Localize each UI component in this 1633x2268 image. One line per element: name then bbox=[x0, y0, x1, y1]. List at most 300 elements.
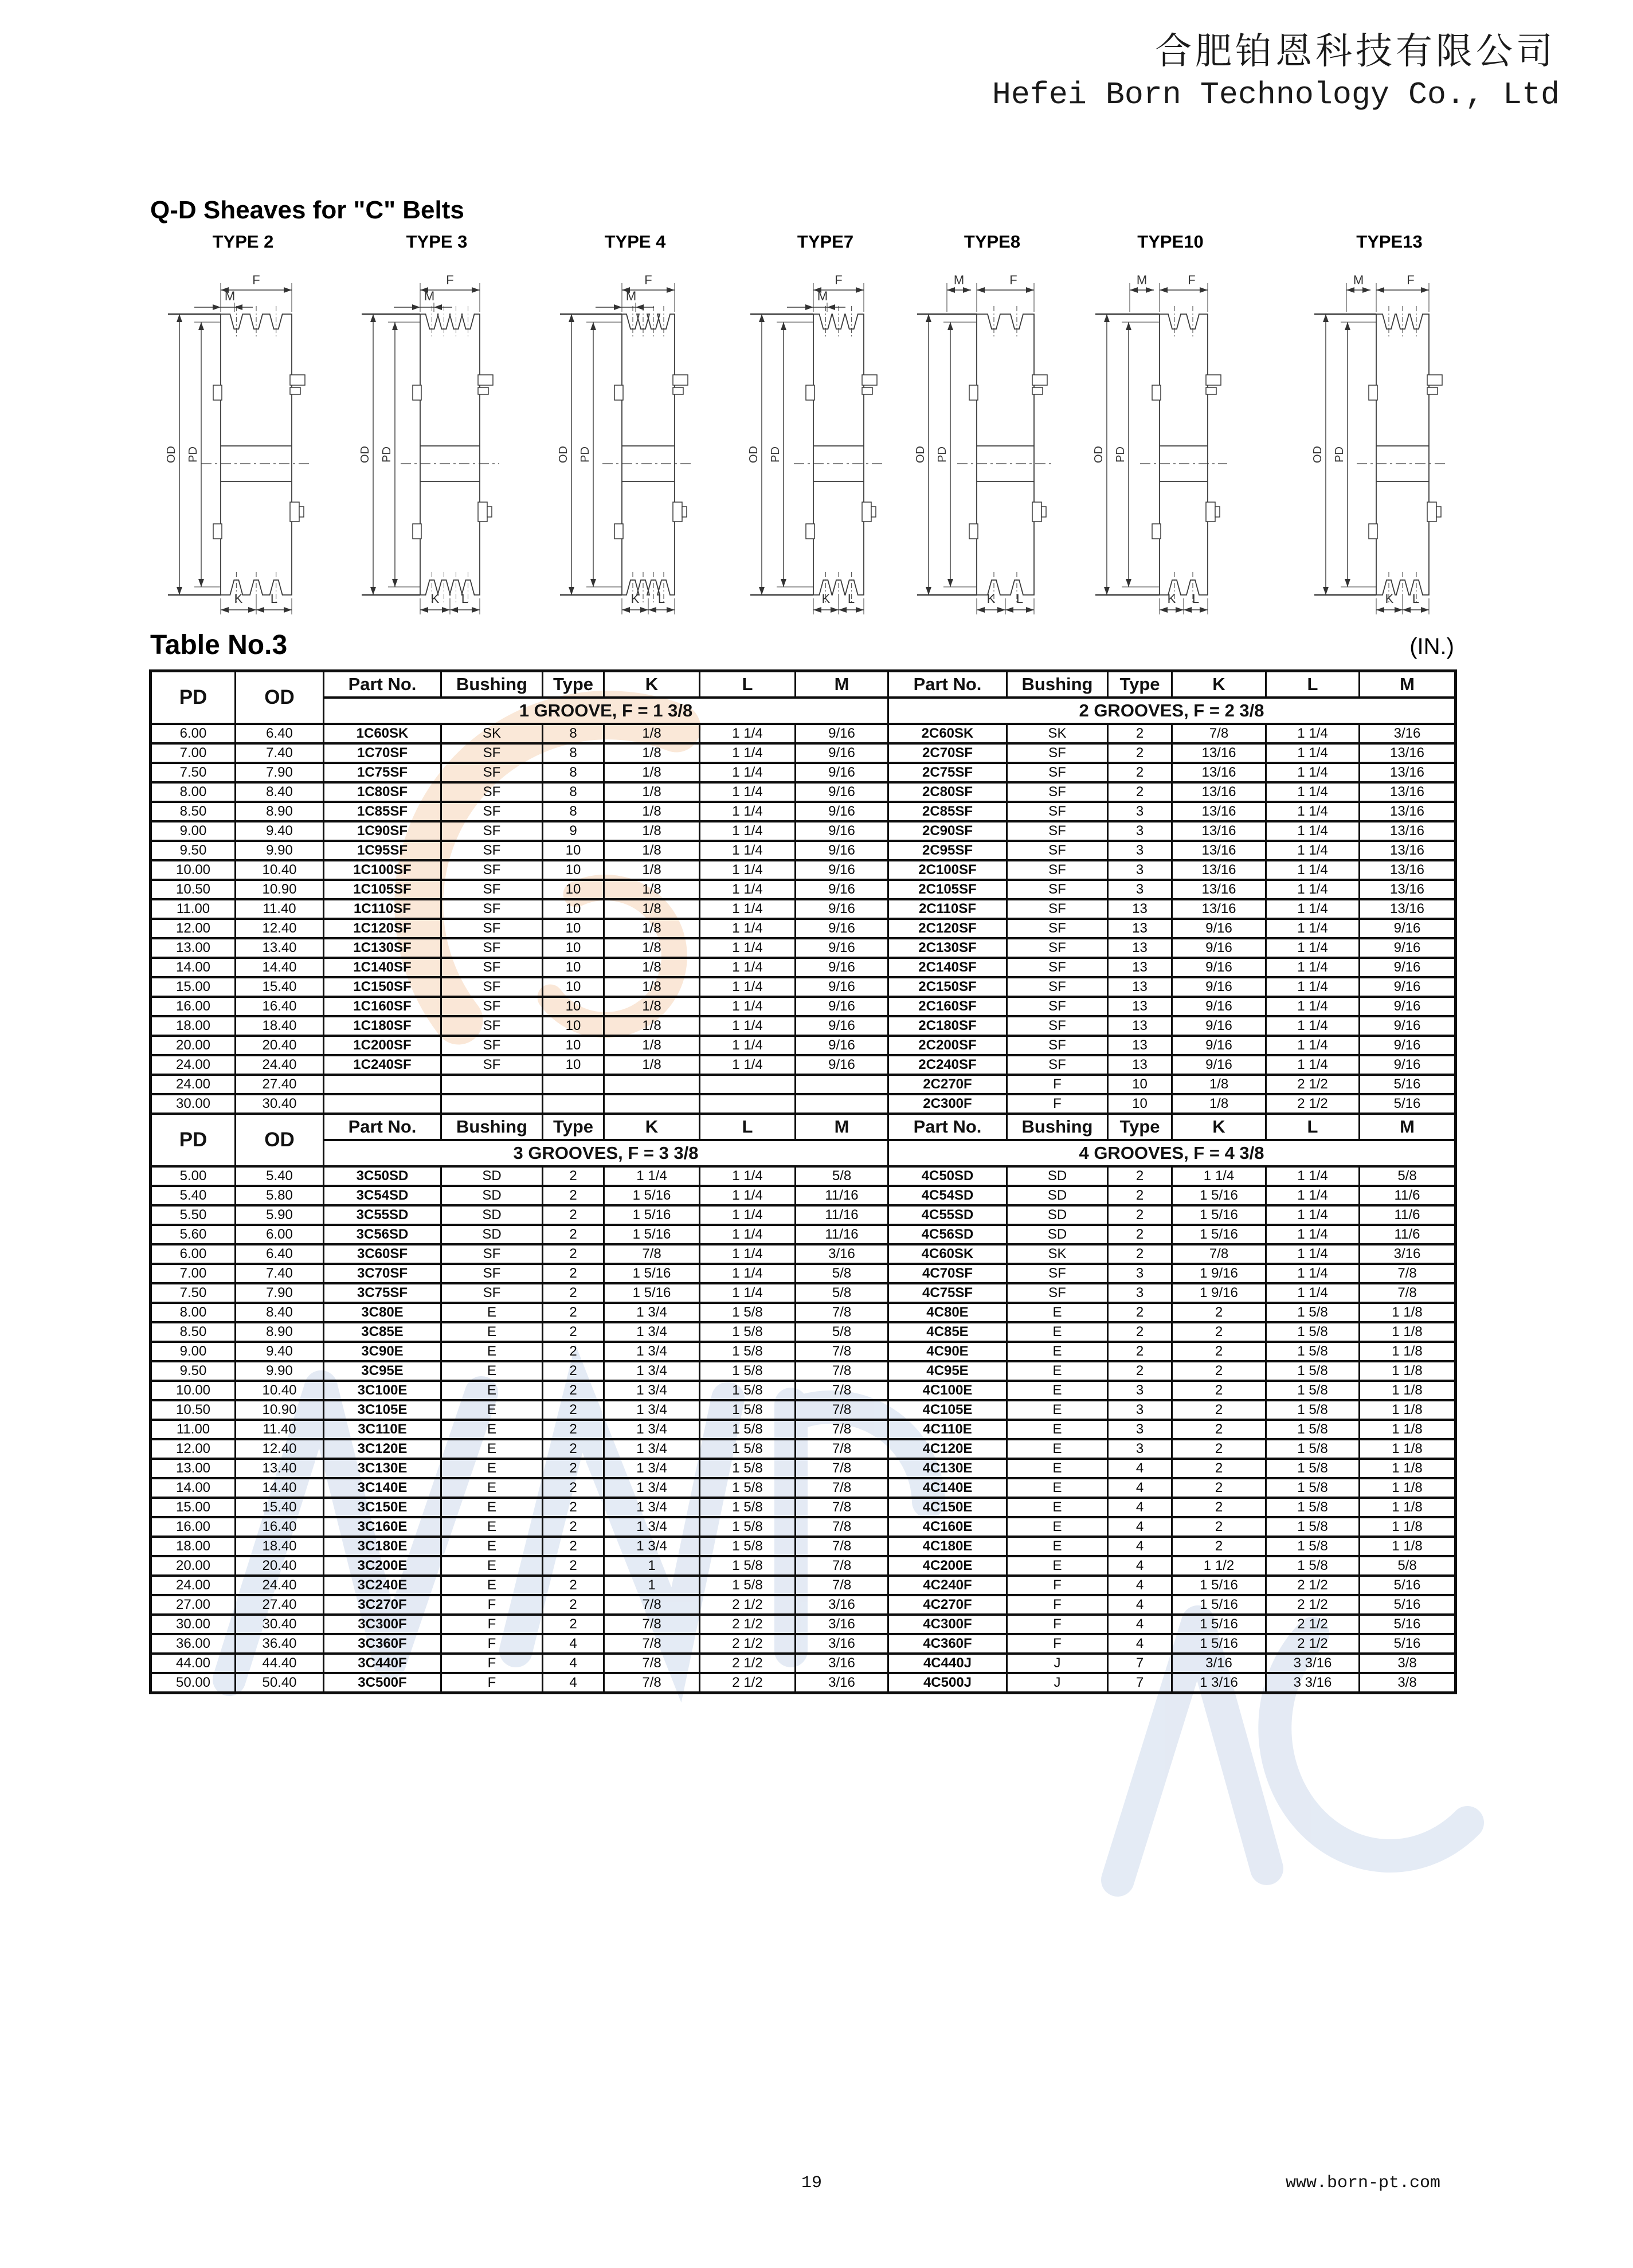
dim-cell: 13/16 bbox=[1172, 743, 1266, 763]
dim-cell: 1/8 bbox=[604, 782, 700, 802]
dim-cell: E bbox=[441, 1537, 543, 1556]
dim-cell: 10 bbox=[543, 977, 604, 997]
svg-text:PD: PD bbox=[1114, 446, 1127, 463]
dim-cell: 13 bbox=[1108, 958, 1172, 977]
dim-cell bbox=[796, 1094, 888, 1114]
dim-cell: 1/8 bbox=[604, 958, 700, 977]
dimension-table bbox=[149, 669, 1457, 1694]
pd-cell: 27.00 bbox=[151, 1595, 236, 1615]
part-no-cell: 3C270F bbox=[324, 1595, 441, 1615]
dim-cell: 13/16 bbox=[1360, 763, 1456, 782]
dim-cell: 5/16 bbox=[1360, 1615, 1456, 1634]
dim-cell: 2 bbox=[543, 1556, 604, 1576]
dim-cell: 9/16 bbox=[796, 958, 888, 977]
dim-cell: E bbox=[1007, 1556, 1108, 1576]
dim-cell: 9/16 bbox=[1360, 997, 1456, 1016]
table-row bbox=[151, 1244, 1456, 1264]
svg-text:K: K bbox=[1167, 592, 1176, 606]
dim-cell: 10 bbox=[543, 938, 604, 958]
dim-cell: 1 1/4 bbox=[1266, 1264, 1360, 1283]
dim-cell: 1 5/16 bbox=[1172, 1225, 1266, 1244]
dim-cell: SF bbox=[1007, 997, 1108, 1016]
dim-cell: 1 5/8 bbox=[1266, 1498, 1360, 1517]
dim-cell: SF bbox=[1007, 841, 1108, 860]
dim-cell: 1 5/8 bbox=[1266, 1556, 1360, 1576]
svg-text:PD: PD bbox=[579, 446, 592, 463]
od-column-header: OD bbox=[236, 671, 324, 724]
pd-cell: 8.00 bbox=[151, 782, 236, 802]
dim-cell: SD bbox=[441, 1166, 543, 1186]
pd-cell: 18.00 bbox=[151, 1016, 236, 1036]
dim-cell: F bbox=[1007, 1634, 1108, 1654]
dim-cell: 3/16 bbox=[1360, 724, 1456, 743]
part-no-cell: 1C105SF bbox=[324, 880, 441, 899]
dim-cell: 1 1/4 bbox=[1266, 1225, 1360, 1244]
part-no-cell: 1C70SF bbox=[324, 743, 441, 763]
dim-cell: 10 bbox=[543, 880, 604, 899]
dim-cell: 5/16 bbox=[1360, 1634, 1456, 1654]
dim-cell: 1 3/4 bbox=[604, 1439, 700, 1459]
od-cell: 18.40 bbox=[236, 1537, 324, 1556]
pd-cell: 16.00 bbox=[151, 1517, 236, 1537]
dim-cell: F bbox=[1007, 1595, 1108, 1615]
dim-cell: 2 bbox=[1108, 1342, 1172, 1361]
dim-cell: 1 3/4 bbox=[604, 1342, 700, 1361]
od-cell: 5.90 bbox=[236, 1205, 324, 1225]
dim-cell: 1/8 bbox=[604, 997, 700, 1016]
svg-text:L: L bbox=[1412, 592, 1420, 606]
pd-cell: 9.00 bbox=[151, 1342, 236, 1361]
table-row bbox=[151, 1381, 1456, 1400]
table-row bbox=[151, 1439, 1456, 1459]
column-header: Part No. bbox=[888, 671, 1007, 698]
part-no-cell: 3C440F bbox=[324, 1654, 441, 1673]
table-row bbox=[151, 1225, 1456, 1244]
dim-cell: 13/16 bbox=[1360, 899, 1456, 919]
dim-cell: 9/16 bbox=[1172, 919, 1266, 938]
table-row bbox=[151, 958, 1456, 977]
column-header: Part No. bbox=[888, 1114, 1007, 1140]
dim-cell: 13/16 bbox=[1360, 743, 1456, 763]
dim-cell: 2 bbox=[543, 1478, 604, 1498]
dim-cell: 9/16 bbox=[1172, 1055, 1266, 1075]
table-row bbox=[151, 1055, 1456, 1075]
dim-cell: 1 1/4 bbox=[700, 763, 796, 782]
table-row bbox=[151, 1498, 1456, 1517]
pd-cell: 6.00 bbox=[151, 724, 236, 743]
dim-cell: SF bbox=[441, 880, 543, 899]
dim-cell: 1/8 bbox=[604, 977, 700, 997]
dim-cell: 4 bbox=[543, 1673, 604, 1693]
dim-cell: 1 1/4 bbox=[700, 821, 796, 841]
part-no-cell: 4C200E bbox=[888, 1556, 1007, 1576]
dim-cell: 4 bbox=[1108, 1615, 1172, 1634]
dim-cell: E bbox=[1007, 1322, 1108, 1342]
column-header: Bushing bbox=[1007, 671, 1108, 698]
dim-cell: 1/8 bbox=[604, 802, 700, 821]
dim-cell: 1 5/8 bbox=[1266, 1322, 1360, 1342]
pd-cell: 5.40 bbox=[151, 1186, 236, 1205]
dim-cell: 9/16 bbox=[796, 860, 888, 880]
part-no-cell: 4C150E bbox=[888, 1498, 1007, 1517]
part-no-cell: 1C120SF bbox=[324, 919, 441, 938]
pd-cell: 5.60 bbox=[151, 1225, 236, 1244]
svg-text:M: M bbox=[625, 289, 637, 303]
pd-cell: 10.50 bbox=[151, 1400, 236, 1420]
part-no-cell: 3C95E bbox=[324, 1361, 441, 1381]
dim-cell: 13/16 bbox=[1172, 841, 1266, 860]
dim-cell: 1/8 bbox=[604, 899, 700, 919]
dim-cell: 1 1/8 bbox=[1360, 1381, 1456, 1400]
column-header: L bbox=[1266, 671, 1360, 698]
column-header: M bbox=[1360, 671, 1456, 698]
dim-cell: 7 bbox=[1108, 1654, 1172, 1673]
dim-cell: F bbox=[441, 1595, 543, 1615]
part-no-cell: 4C54SD bbox=[888, 1186, 1007, 1205]
dim-cell: 1/8 bbox=[604, 1016, 700, 1036]
dim-cell: SF bbox=[1007, 763, 1108, 782]
dim-cell: 1 5/8 bbox=[700, 1342, 796, 1361]
table-row bbox=[151, 938, 1456, 958]
dim-cell: SD bbox=[1007, 1186, 1108, 1205]
dim-cell: 1 1/8 bbox=[1360, 1322, 1456, 1342]
dim-cell: 1 1/4 bbox=[1266, 958, 1360, 977]
svg-text:OD: OD bbox=[165, 446, 178, 463]
part-no-cell: 1C90SF bbox=[324, 821, 441, 841]
dim-cell: 1 5/16 bbox=[604, 1264, 700, 1283]
dim-cell: 1 3/4 bbox=[604, 1459, 700, 1478]
pd-cell: 10.00 bbox=[151, 1381, 236, 1400]
part-no-cell: 3C80E bbox=[324, 1303, 441, 1322]
svg-text:PD: PD bbox=[381, 446, 393, 463]
sheave-cross-section-drawing bbox=[348, 257, 526, 629]
dim-cell: SF bbox=[1007, 1016, 1108, 1036]
dim-cell: 1 1/8 bbox=[1360, 1498, 1456, 1517]
dim-cell: 2 bbox=[1172, 1322, 1266, 1342]
column-header: Bushing bbox=[441, 1114, 543, 1140]
dim-cell: 9/16 bbox=[796, 743, 888, 763]
dim-cell: 11/16 bbox=[796, 1225, 888, 1244]
table-row bbox=[151, 1342, 1456, 1361]
dim-cell: 9/16 bbox=[1360, 977, 1456, 997]
part-no-cell: 2C240SF bbox=[888, 1055, 1007, 1075]
dim-cell: 2 bbox=[543, 1166, 604, 1186]
svg-text:F: F bbox=[1407, 273, 1415, 287]
dim-cell: SF bbox=[1007, 880, 1108, 899]
part-no-cell: 3C70SF bbox=[324, 1264, 441, 1283]
part-no-cell: 3C105E bbox=[324, 1400, 441, 1420]
part-no-cell: 3C140E bbox=[324, 1478, 441, 1498]
column-header: M bbox=[1360, 1114, 1456, 1140]
table-row bbox=[151, 1478, 1456, 1498]
dim-cell: 3 bbox=[1108, 1283, 1172, 1303]
dim-cell: 2 bbox=[1172, 1459, 1266, 1478]
dim-cell: 1 5/8 bbox=[1266, 1342, 1360, 1361]
table-title: Table No.3 bbox=[150, 630, 288, 660]
dim-cell: 1 5/8 bbox=[700, 1576, 796, 1595]
dim-cell bbox=[441, 1094, 543, 1114]
svg-text:L: L bbox=[270, 592, 278, 606]
dim-cell: 1 5/8 bbox=[700, 1556, 796, 1576]
part-no-cell bbox=[324, 1094, 441, 1114]
dim-cell: 9/16 bbox=[796, 763, 888, 782]
pd-cell: 12.00 bbox=[151, 1439, 236, 1459]
pd-cell: 14.00 bbox=[151, 1478, 236, 1498]
table-row bbox=[151, 763, 1456, 782]
table-row bbox=[151, 1166, 1456, 1186]
dim-cell: 2 1/2 bbox=[700, 1654, 796, 1673]
od-cell: 15.40 bbox=[236, 977, 324, 997]
dim-cell: 4 bbox=[1108, 1537, 1172, 1556]
dim-cell: 9/16 bbox=[796, 841, 888, 860]
part-no-cell: 2C70SF bbox=[888, 743, 1007, 763]
dim-cell: SF bbox=[441, 1055, 543, 1075]
dim-cell: 1 1/4 bbox=[700, 1036, 796, 1055]
dim-cell: 3 bbox=[1108, 1439, 1172, 1459]
dim-cell: 1 1/8 bbox=[1360, 1420, 1456, 1439]
dim-cell: E bbox=[441, 1400, 543, 1420]
sheave-cross-section-drawing bbox=[154, 257, 332, 629]
dim-cell: 7/8 bbox=[796, 1498, 888, 1517]
column-header: Part No. bbox=[324, 671, 441, 698]
dim-cell: 2 1/2 bbox=[1266, 1576, 1360, 1595]
dim-cell: 7/8 bbox=[604, 1673, 700, 1693]
pd-cell: 10.00 bbox=[151, 860, 236, 880]
dim-cell: 1 5/8 bbox=[700, 1381, 796, 1400]
dim-cell: 13/16 bbox=[1172, 763, 1266, 782]
dim-cell: SF bbox=[441, 860, 543, 880]
dim-cell: 1 5/8 bbox=[1266, 1361, 1360, 1381]
dim-cell: SK bbox=[1007, 724, 1108, 743]
dim-cell: 2 bbox=[543, 1576, 604, 1595]
dim-cell: 2 bbox=[1172, 1439, 1266, 1459]
od-cell: 10.90 bbox=[236, 880, 324, 899]
dim-cell: 1 5/16 bbox=[1172, 1634, 1266, 1654]
dim-cell: SF bbox=[441, 802, 543, 821]
dim-cell: 1 1/4 bbox=[1266, 1036, 1360, 1055]
dim-cell: 7/8 bbox=[1172, 724, 1266, 743]
dim-cell bbox=[543, 1094, 604, 1114]
dim-cell: F bbox=[441, 1673, 543, 1693]
od-cell: 11.40 bbox=[236, 1420, 324, 1439]
dim-cell: 2 bbox=[543, 1537, 604, 1556]
dim-cell: E bbox=[1007, 1439, 1108, 1459]
sheave-cross-section-drawing bbox=[546, 257, 724, 629]
dim-cell: 5/8 bbox=[796, 1283, 888, 1303]
od-cell: 10.40 bbox=[236, 1381, 324, 1400]
pd-cell: 9.50 bbox=[151, 841, 236, 860]
pd-cell: 5.50 bbox=[151, 1205, 236, 1225]
dim-cell: SF bbox=[441, 977, 543, 997]
part-no-cell: 4C85E bbox=[888, 1322, 1007, 1342]
table-row bbox=[151, 1615, 1456, 1634]
dim-cell: E bbox=[1007, 1400, 1108, 1420]
dim-cell: SF bbox=[1007, 782, 1108, 802]
dim-cell: 9/16 bbox=[796, 1055, 888, 1075]
dim-cell: 1 1/4 bbox=[604, 1166, 700, 1186]
dim-cell: 1 5/8 bbox=[1266, 1381, 1360, 1400]
dim-cell: 3/8 bbox=[1360, 1654, 1456, 1673]
part-no-cell: 2C140SF bbox=[888, 958, 1007, 977]
dim-cell: 9/16 bbox=[1172, 938, 1266, 958]
dim-cell: E bbox=[441, 1361, 543, 1381]
dim-cell: 3 bbox=[1108, 1381, 1172, 1400]
od-cell: 13.40 bbox=[236, 938, 324, 958]
svg-text:L: L bbox=[847, 592, 855, 606]
dim-cell: SF bbox=[441, 743, 543, 763]
od-cell: 10.40 bbox=[236, 860, 324, 880]
od-cell: 24.40 bbox=[236, 1576, 324, 1595]
table-row bbox=[151, 899, 1456, 919]
part-no-cell: 4C180E bbox=[888, 1537, 1007, 1556]
dim-cell: 1 5/8 bbox=[1266, 1420, 1360, 1439]
table-row bbox=[151, 724, 1456, 743]
dim-cell: 10 bbox=[543, 860, 604, 880]
svg-text:PD: PD bbox=[769, 446, 782, 463]
od-cell: 8.40 bbox=[236, 1303, 324, 1322]
dim-cell: 1 1/4 bbox=[1266, 782, 1360, 802]
dim-cell: 2 bbox=[543, 1303, 604, 1322]
table-row bbox=[151, 1186, 1456, 1205]
dim-cell: 13/16 bbox=[1172, 802, 1266, 821]
dim-cell: 13/16 bbox=[1360, 880, 1456, 899]
column-header: L bbox=[1266, 1114, 1360, 1140]
dim-cell: 10 bbox=[543, 919, 604, 938]
part-no-cell: 2C200SF bbox=[888, 1036, 1007, 1055]
dim-cell: 10 bbox=[543, 1016, 604, 1036]
group-header-right: 2 GROOVES, F = 2 3/8 bbox=[888, 698, 1456, 724]
dim-cell: 13/16 bbox=[1360, 782, 1456, 802]
svg-text:PD: PD bbox=[1333, 446, 1346, 463]
part-no-cell: 2C120SF bbox=[888, 919, 1007, 938]
dim-cell: 1 1/4 bbox=[700, 1264, 796, 1283]
column-header: M bbox=[796, 671, 888, 698]
dim-cell: SF bbox=[441, 1016, 543, 1036]
dim-cell: 9/16 bbox=[796, 938, 888, 958]
dim-cell: 2 bbox=[543, 1517, 604, 1537]
pd-cell: 11.00 bbox=[151, 1420, 236, 1439]
dim-cell: 2 1/2 bbox=[700, 1673, 796, 1693]
dim-cell: 1 5/8 bbox=[1266, 1439, 1360, 1459]
dim-cell: 1 5/8 bbox=[700, 1361, 796, 1381]
pd-cell: 16.00 bbox=[151, 997, 236, 1016]
part-no-cell: 3C200E bbox=[324, 1556, 441, 1576]
part-no-cell: 1C100SF bbox=[324, 860, 441, 880]
pd-cell: 6.00 bbox=[151, 1244, 236, 1264]
column-header: K bbox=[604, 1114, 700, 1140]
table-row bbox=[151, 1361, 1456, 1381]
part-no-cell: 4C56SD bbox=[888, 1225, 1007, 1244]
dim-cell bbox=[796, 1075, 888, 1094]
dim-cell: SF bbox=[441, 1283, 543, 1303]
dim-cell: 2 bbox=[1108, 1303, 1172, 1322]
dim-cell: 5/8 bbox=[1360, 1556, 1456, 1576]
part-no-cell: 2C75SF bbox=[888, 763, 1007, 782]
dim-cell: SD bbox=[1007, 1205, 1108, 1225]
dim-cell: E bbox=[1007, 1342, 1108, 1361]
table-row bbox=[151, 977, 1456, 997]
part-no-cell: 4C140E bbox=[888, 1478, 1007, 1498]
dim-cell: 5/16 bbox=[1360, 1576, 1456, 1595]
dim-cell: 9/16 bbox=[796, 1016, 888, 1036]
dim-cell: 1/8 bbox=[604, 841, 700, 860]
part-no-cell: 4C105E bbox=[888, 1400, 1007, 1420]
part-no-cell: 4C100E bbox=[888, 1381, 1007, 1400]
dim-cell: 1/8 bbox=[604, 880, 700, 899]
dim-cell: SF bbox=[441, 997, 543, 1016]
table-row bbox=[151, 1673, 1456, 1693]
dim-cell: 1 1/4 bbox=[1266, 997, 1360, 1016]
table-row bbox=[151, 743, 1456, 763]
dim-cell: 13/16 bbox=[1360, 841, 1456, 860]
dim-cell: 1/8 bbox=[604, 938, 700, 958]
pd-cell: 30.00 bbox=[151, 1094, 236, 1114]
pd-cell: 11.00 bbox=[151, 899, 236, 919]
dim-cell: SF bbox=[441, 821, 543, 841]
dim-cell: F bbox=[1007, 1075, 1108, 1094]
od-cell: 18.40 bbox=[236, 1016, 324, 1036]
dim-cell: 1 1/4 bbox=[700, 1244, 796, 1264]
dim-cell: 13/16 bbox=[1360, 802, 1456, 821]
dim-cell: 9/16 bbox=[1360, 1036, 1456, 1055]
table-row bbox=[151, 821, 1456, 841]
dim-cell: 1 1/4 bbox=[1266, 1205, 1360, 1225]
dim-cell: E bbox=[441, 1322, 543, 1342]
part-no-cell: 4C160E bbox=[888, 1517, 1007, 1537]
svg-text:M: M bbox=[817, 289, 828, 303]
pd-cell: 24.00 bbox=[151, 1075, 236, 1094]
dim-cell: SF bbox=[441, 841, 543, 860]
dim-cell: 1 3/4 bbox=[604, 1420, 700, 1439]
dim-cell: 1 1/4 bbox=[1266, 743, 1360, 763]
part-no-cell: 4C95E bbox=[888, 1361, 1007, 1381]
od-cell: 44.40 bbox=[236, 1654, 324, 1673]
table-row bbox=[151, 1654, 1456, 1673]
part-no-cell: 2C150SF bbox=[888, 977, 1007, 997]
dim-cell: 1/8 bbox=[1172, 1094, 1266, 1114]
table-row bbox=[151, 1036, 1456, 1055]
dim-cell: SF bbox=[1007, 938, 1108, 958]
part-no-cell: 4C75SF bbox=[888, 1283, 1007, 1303]
dim-cell: SF bbox=[1007, 1036, 1108, 1055]
dim-cell: 7/8 bbox=[796, 1439, 888, 1459]
dim-cell: 7/8 bbox=[604, 1634, 700, 1654]
svg-text:PD: PD bbox=[187, 446, 199, 463]
dim-cell: E bbox=[441, 1420, 543, 1439]
svg-text:K: K bbox=[1385, 592, 1394, 606]
part-no-cell: 2C270F bbox=[888, 1075, 1007, 1094]
dim-cell: 9/16 bbox=[796, 880, 888, 899]
dim-cell: 13 bbox=[1108, 997, 1172, 1016]
svg-text:L: L bbox=[657, 592, 665, 606]
dim-cell: 13/16 bbox=[1172, 880, 1266, 899]
table-row bbox=[151, 860, 1456, 880]
dim-cell: 1 1/4 bbox=[700, 1205, 796, 1225]
part-no-cell: 1C110SF bbox=[324, 899, 441, 919]
dim-cell: 1 5/8 bbox=[1266, 1400, 1360, 1420]
dim-cell: 3/16 bbox=[1360, 1244, 1456, 1264]
part-no-cell: 2C110SF bbox=[888, 899, 1007, 919]
dim-cell: SF bbox=[1007, 821, 1108, 841]
dim-cell: E bbox=[441, 1459, 543, 1478]
dim-cell: 9/16 bbox=[1172, 1016, 1266, 1036]
pd-column-header: PD bbox=[151, 1114, 236, 1166]
od-cell: 6.40 bbox=[236, 1244, 324, 1264]
od-cell: 14.40 bbox=[236, 958, 324, 977]
table-row bbox=[151, 1094, 1456, 1114]
pd-cell: 7.00 bbox=[151, 743, 236, 763]
od-cell: 9.90 bbox=[236, 841, 324, 860]
